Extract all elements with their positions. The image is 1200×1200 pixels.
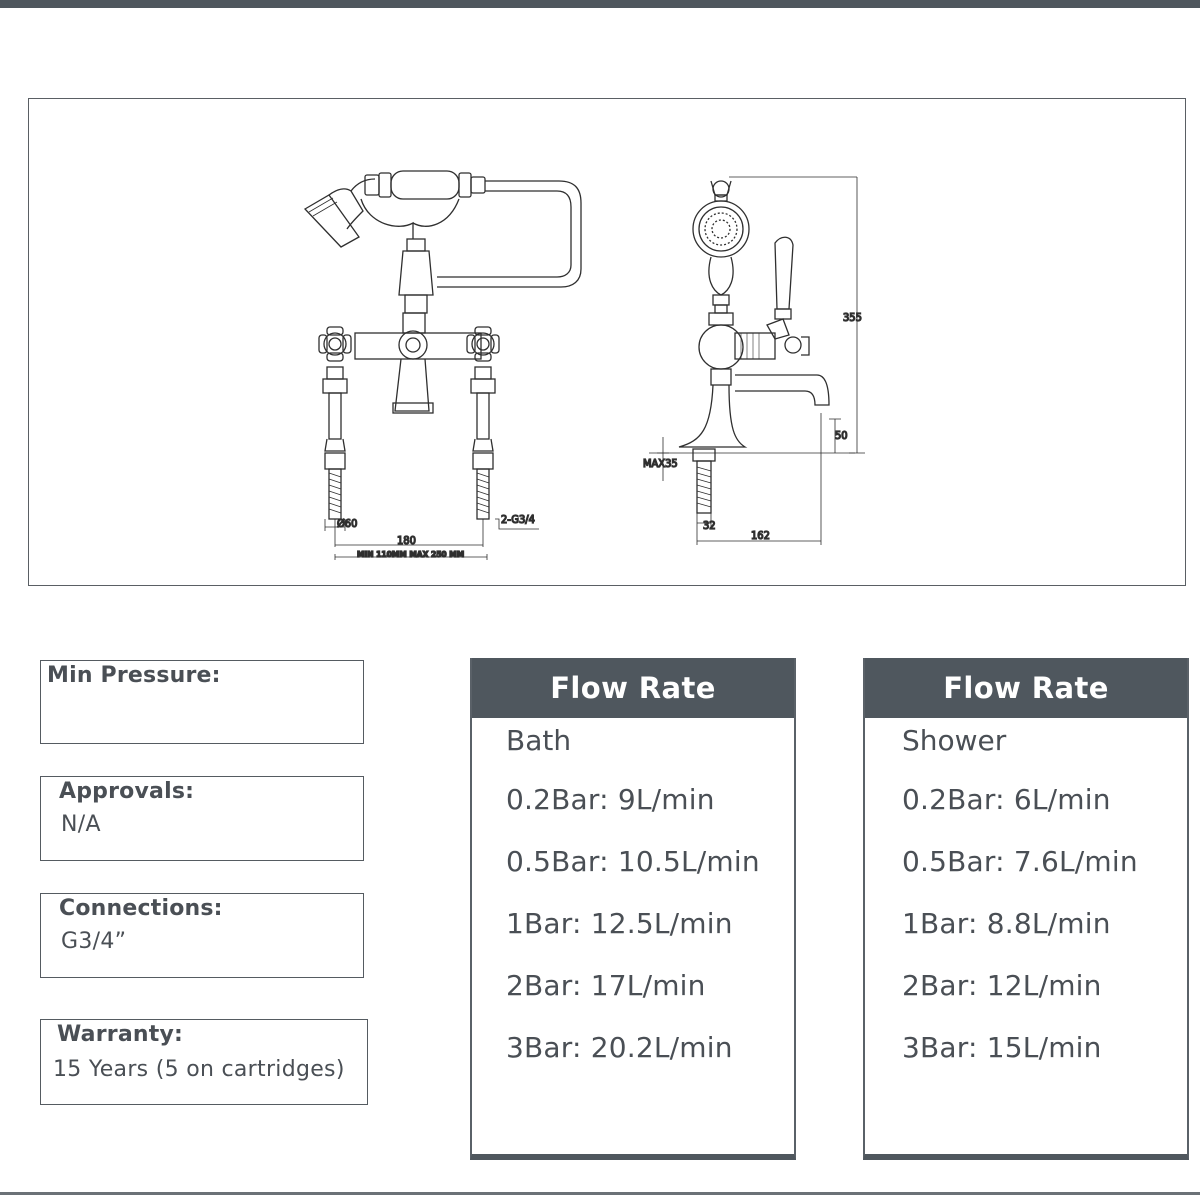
technical-drawing-panel — [28, 98, 1186, 586]
flow-rate-row: 3Bar: 15L/min — [902, 1031, 1102, 1064]
spec-min-pressure — [40, 660, 364, 744]
shower-head-icon — [305, 195, 359, 247]
shower-rose-icon — [693, 201, 749, 257]
dim-height: 355 — [843, 311, 862, 324]
spec-label: Connections: — [59, 896, 223, 921]
flow-rate-row: 0.2Bar: 9L/min — [506, 783, 715, 816]
bottom-rule — [0, 1192, 1200, 1195]
spec-value: 15 Years (5 on cartridges) — [53, 1057, 345, 1082]
lever-handle-icon — [775, 237, 793, 309]
dim-projection: 162 — [751, 529, 770, 542]
spec-label: Approvals: — [59, 779, 195, 804]
flow-rate-subtitle: Shower — [902, 724, 1007, 757]
side-view — [649, 177, 865, 545]
flow-rate-subtitle: Bath — [506, 724, 572, 757]
flow-rate-row: 1Bar: 12.5L/min — [506, 907, 733, 940]
dim-base: 32 — [703, 519, 716, 532]
dim-connection: 2-G3/4 — [501, 513, 535, 526]
spec-warranty — [40, 1019, 368, 1105]
flow-rate-row: 3Bar: 20.2L/min — [506, 1031, 733, 1064]
front-view — [305, 171, 581, 560]
flow-rate-row: 1Bar: 8.8L/min — [902, 907, 1111, 940]
flow-rate-row: 0.5Bar: 7.6L/min — [902, 845, 1138, 878]
flow-rate-list — [865, 769, 1187, 1079]
flow-rate-shower-card — [863, 658, 1189, 1160]
spec-value: N/A — [61, 812, 101, 837]
technical-drawing — [29, 99, 1187, 587]
spec-connections — [40, 893, 364, 978]
flow-rate-row: 0.2Bar: 6L/min — [902, 783, 1111, 816]
dim-range: MIN 110MM MAX 250 MM — [357, 550, 465, 559]
flow-rate-row: 2Bar: 17L/min — [506, 969, 706, 1002]
dim-diameter: Ø60 — [337, 517, 358, 530]
flow-rate-title: Flow Rate — [865, 658, 1187, 718]
spec-value: G3/4” — [61, 929, 127, 954]
dim-spout-height: 50 — [835, 429, 848, 442]
left-cross-handle-icon — [319, 327, 351, 361]
flow-rate-list — [472, 769, 794, 1079]
flow-rate-row: 0.5Bar: 10.5L/min — [506, 845, 760, 878]
flow-rate-row: 2Bar: 12L/min — [902, 969, 1102, 1002]
flow-rate-bath-card — [470, 658, 796, 1160]
flow-rate-title: Flow Rate — [472, 658, 794, 718]
spec-label: Min Pressure: — [47, 663, 221, 688]
right-cross-handle-icon — [467, 327, 499, 361]
spec-approvals — [40, 776, 364, 861]
dim-centres: 180 — [397, 534, 416, 547]
dim-max-deck: MAX35 — [643, 457, 678, 470]
top-bar — [0, 0, 1200, 8]
spec-label: Warranty: — [57, 1022, 183, 1047]
